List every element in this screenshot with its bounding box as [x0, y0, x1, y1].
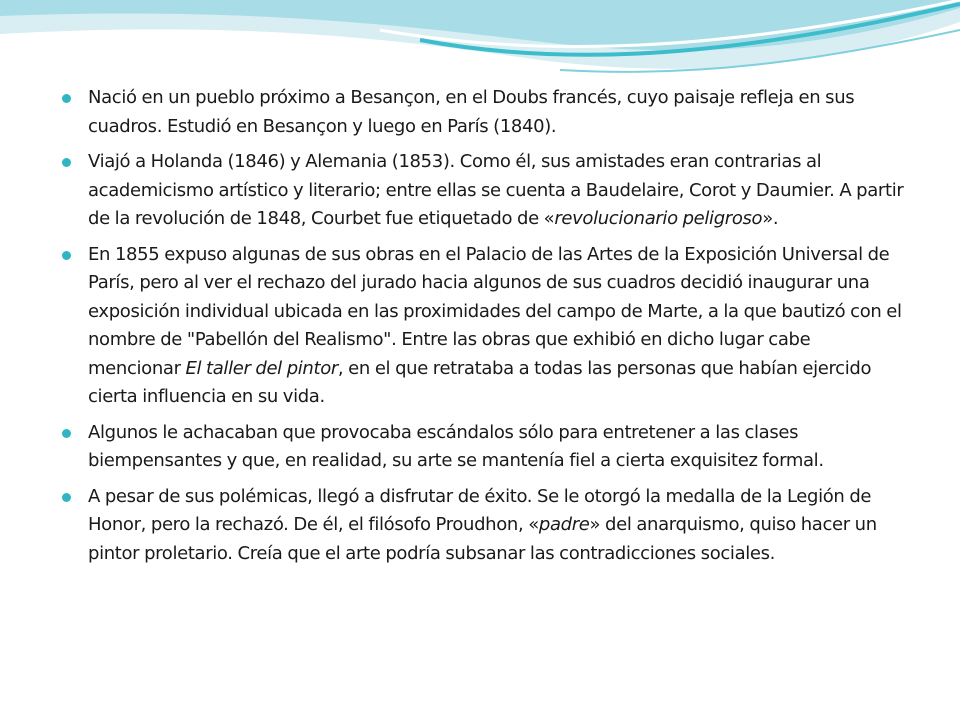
bullet-list — [60, 84, 906, 568]
bullet-dot-icon — [62, 493, 71, 502]
italic-text: El taller del pintor — [185, 357, 338, 379]
bullet-item — [60, 241, 906, 412]
bullet-item — [60, 84, 906, 141]
bullet-item — [60, 419, 906, 476]
bullet-dot-icon — [62, 158, 71, 167]
italic-text: padre — [538, 514, 590, 535]
slide-content — [60, 84, 906, 575]
italic-text: revolucionario peligroso — [554, 208, 763, 229]
bullet-text: Algunos le achacaban que provocaba escándalos sólo para entretener a las clases biempensantes y que, en realidad, su arte se mantenía fiel a cierta exquisitez formal. — [88, 421, 824, 471]
bullet-text: A pesar de sus polémicas, llegó a disfrutar de éxito. Se le otorgó la medalla de la Legión de Honor, pero la rechazó. De él, el filósofo Proudhon, «padre» del anarquismo, quiso hacer un pintor proletario. Creía que el arte podría subsanar las contradicciones sociales. — [88, 485, 877, 564]
bullet-dot-icon — [62, 429, 71, 438]
bullet-dot-icon — [62, 94, 71, 103]
bullet-text: Viajó a Holanda (1846) y Alemania (1853). Como él, sus amistades eran contrarias al academicismo artístico y literario; entre ellas se cuenta a Baudelaire, Corot y Daumier. A partir de la revolución de 1848, Courbet fue etiquetado de «revolucionario peligroso». — [88, 151, 904, 229]
bullet-item — [60, 483, 906, 569]
bullet-dot-icon — [62, 251, 71, 260]
bullet-item — [60, 148, 906, 234]
bullet-text: Nació en un pueblo próximo a Besançon, en el Doubs francés, cuyo paisaje refleja en sus cuadros. Estudió en Besançon y luego en París (1840). — [88, 87, 855, 137]
bullet-text: En 1855 expuso algunas de sus obras en el Palacio de las Artes de la Exposición Universal de París, pero al ver el rechazo del jurado hacia algunos de sus cuadros decidió inaugurar una exposición individual ubicada en las proximidades del campo de Marte, a la que bautizó con el nombre de "Pabellón del Realismo". Entre las obras que exhibió en dicho lugar cabe mencionar El taller del pintor, en el que retrataba a todas las personas que habían ejercido cierta influencia en su vida. — [88, 243, 902, 407]
